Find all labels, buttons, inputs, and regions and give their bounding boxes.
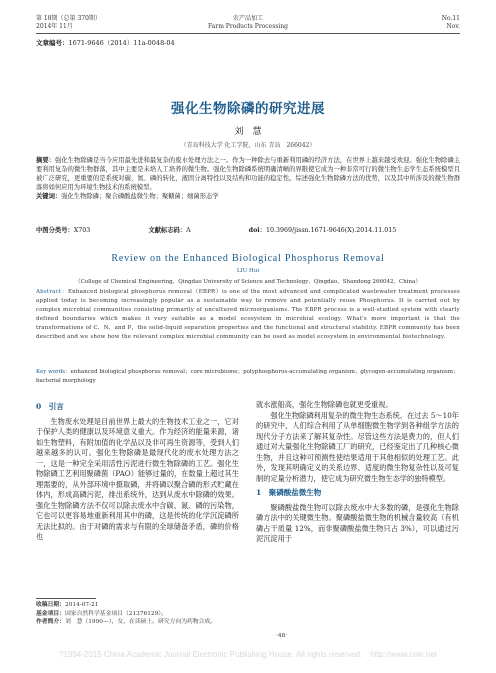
section-heading-pao: 1 聚磷酸盐微生物 — [256, 488, 322, 497]
abstract-cn — [36, 156, 460, 201]
clc-label: 中图分类号： — [36, 227, 74, 234]
doi — [249, 227, 425, 234]
header-issue-line2: 2014年 11月 — [36, 23, 73, 30]
article-id-value: 1671-9646（2014）11a-0048-04 — [68, 39, 175, 47]
section-heading-introduction: 0 引言 — [36, 402, 64, 411]
fund-label: 基金项目： — [36, 610, 65, 617]
author-affiliation-en: （College of Chemical Engineering，Qingdao University of Science and Technology，Qingdao，Shandong 266042，China） — [75, 279, 421, 285]
abstract-en-label: Abstract： — [36, 289, 68, 295]
article-title: 强化生物除磷的研究进展 — [171, 101, 325, 117]
received-label: 收稿日期： — [36, 602, 65, 608]
fund-info — [36, 610, 460, 619]
header-number-line1: No.11 — [441, 15, 460, 22]
abstract-en — [36, 288, 460, 342]
article-id-label: 文章编号： — [36, 39, 69, 47]
author-bio-label: 作者简介： — [36, 619, 65, 625]
abstract-cn-text: 强化生物除磷是当今应用最先进和最复杂的废水处理方法之一。作为一种除去与重新利用磷的经济方法，在世界上越来越受欢迎。强化生物除磷主要利用复杂的微生物群落，其中主要是未培人工培养的微生物。强化生物除磷系统明确清晰的界限使它成为一种非常可行的微生物生态学生态系统模型且被广泛研究，更重要的是系统对碳、氮、磷的转化，液固分离特性以及结构和功能的稳定性。综述强化生物除磷方法的优势，以及其中所涉及的微生物群落将如何应用为环境生物技术的系统模型。 — [36, 157, 461, 191]
doc-code-value: A — [186, 227, 191, 234]
author-bio-value: 刘 慧（1990—），女，在读硕士。研究方向为药物合成。 — [65, 619, 216, 625]
header-issue-line1: 第 18期（总第 370期） — [36, 15, 101, 22]
body-column-right — [256, 400, 459, 545]
doi-label: doi： — [248, 227, 266, 234]
article-author: 刘 慧 — [234, 127, 262, 137]
article-title-en: Review on the Enhanced Biological Phosphorus Removal — [111, 253, 385, 264]
keywords-en — [36, 368, 460, 386]
header-number — [442, 15, 460, 31]
classification-row — [36, 225, 460, 234]
header-journal-cn: 农产品加工 — [232, 15, 263, 22]
document-code — [148, 227, 218, 234]
article-author-en: LIU Hui — [236, 268, 260, 274]
copyright-notice: ?1994-2015 China Academic Journal Electronic Publishing House. All rights reserved. http://www.cnki.net — [59, 650, 437, 659]
abstract-en-text: Enhanced biological phosphorus removal（EBPR）is one of the most advanced and complicated wastewater treatment processes applied today is becoming increasingly popular as a sustainable way to remove and potentially reuse Phosphorus. It is carried out by complex microbial communities consisting primarily of uncultured microorganisms. The EBPR process is a well-studied system with clearly defined boundaries which makes it very suitable as a model ecosystem in microbial ecology. What's more important is that the transformations of C，N，and P，the solid-liquid separation properties and the functional and structural stability. EBPR community has been described and we show how the relevant complex microbial community can be used as model ecosystem in environmental biotechnology. — [36, 289, 460, 340]
article-id — [36, 38, 175, 47]
header-journal-en: Farm Products Processing — [208, 23, 288, 30]
author-affiliation: （青岛科技大学 化工学院，山东 青岛 266042） — [180, 142, 316, 149]
received-date — [36, 601, 460, 610]
keywords-cn-label: 关键词： — [36, 193, 62, 200]
body-paragraph: 就水涨船高，强化生物除磷也就更受重视。 — [256, 400, 393, 409]
doc-code-label: 文献标志码： — [148, 227, 187, 234]
header-rule — [36, 33, 460, 34]
page-number: ·48· — [276, 633, 288, 639]
author-bio — [36, 618, 460, 639]
keywords-en-text: enhanced biological phosphorus removal；core microbiome；polyphosphorus-accumulating organism；glycogen-accumulating organism；bacterial morphology — [36, 369, 459, 384]
doi-value: 10.3969/jissn.1671-9646(X).2014.11.015 — [265, 227, 397, 234]
clc-number — [36, 227, 118, 234]
received-value: 2014-07-21 — [65, 602, 99, 608]
body-paragraph: 聚磷酸盐微生物可以除去废水中大多数的磷，是强化生物除磷方法中的关键微生物。聚磷酸盐微生物的机械含量较高（有机磷占干质量 12%，而非聚磷酸盐微生物只占 3%），可以通过污泥沉淀用于 — [256, 502, 459, 543]
body-column-left — [36, 400, 239, 543]
footnotes — [36, 601, 460, 639]
keywords-en-label: Key words： — [36, 369, 71, 375]
fund-value: 国家自然科学基金项目（21376129）。 — [65, 610, 167, 617]
keywords-cn-text: 强化生物除磷；聚合磷酸盐微生物；聚糖菌；细菌形态学 — [61, 193, 219, 200]
body-paragraph: 强化生物除磷利用复杂的微生物生态系统。在过去 5～10年的研究中，人们综合利用了从单细胞微生物学到各种组学方法的现代分子方法来了解其复杂性。尽管这些方法是费力的，但人们通过对大量强化生物除磷工厂的研究，已经鉴定出了几种核心微生物，并且这种可预测性使结果适用于其他相似的处理工艺。此外，发现其明确定义的关系边界、适度的微生物复杂性以及可复制的定量分析潜力，使它成为研究微生物生态学的独特模型。 — [256, 410, 459, 483]
header-number-line2: Nov. — [446, 23, 460, 30]
body-paragraph: 生物废水处理是目前世界上最大的生物技术工业之一，它对于保护人类的健康以及环境意义重大。作为经济的能量来源，诸如生物塑料，有附加值的化学品以及非可再生资源等，受到人们越来越多的认可。强化生物除磷是最现代化的废水处理方法之一，这是一种完全采用活性污泥进行微生物除磷的工艺。强化生物除磷工艺利用聚磷菌（PAO）能够过量的，在数量上超过其生理需要的，从外部环境中摄取磷，并将磷以聚合磷的形式贮藏在体内，形成高磷污泥，排出系统外，达到从废水中除磷的效果。强化生物除磷方法不仅可以除去废水中含碳、氮、磷的污染物，它也可以更容易地重新利用其中的磷，这是传统的化学沉淀磷所无法比拟的。由于对磷的需求与有限的全球储备矛盾，磷的价格也 — [36, 416, 239, 541]
clc-value: X703 — [73, 227, 91, 234]
abstract-cn-label: 摘要： — [36, 157, 55, 164]
header-journal — [36, 15, 460, 31]
footnote-rule — [36, 598, 96, 599]
